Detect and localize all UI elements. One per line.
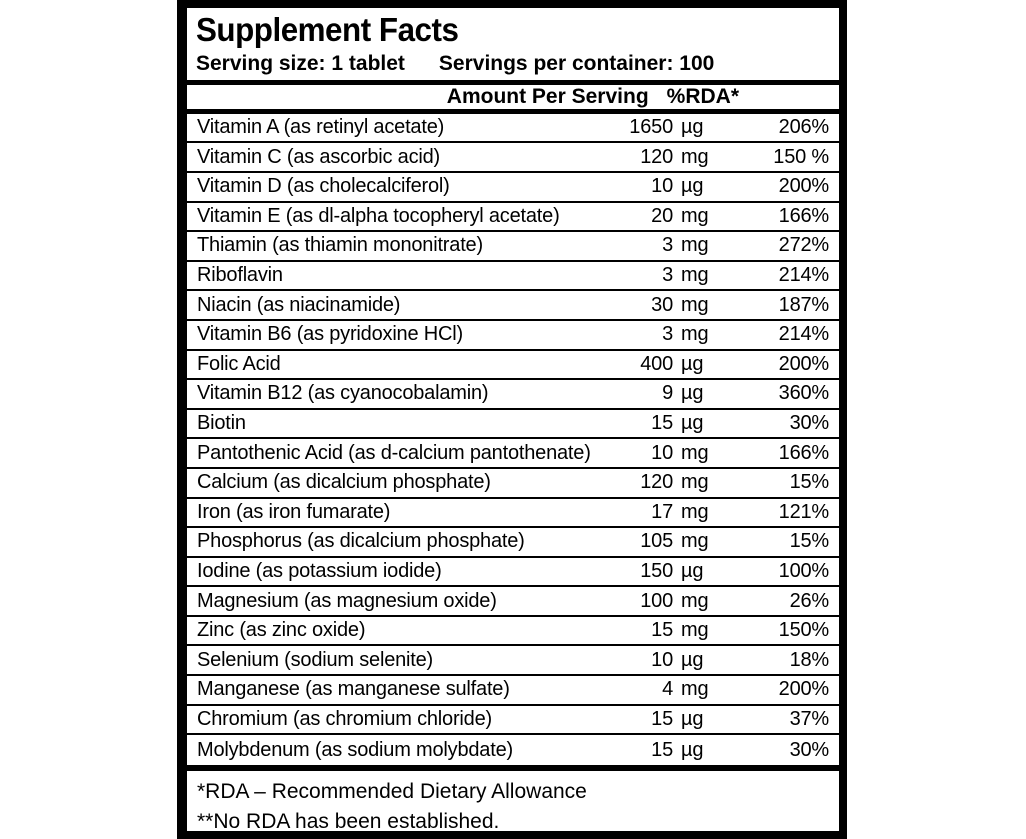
nutrient-amount: 20: [651, 204, 673, 227]
table-row: [187, 203, 839, 233]
nutrient-rda: 15%: [789, 471, 829, 494]
label-title: Supplement Facts: [196, 11, 459, 48]
nutrient-name: Magnesium (as magnesium oxide): [197, 589, 497, 612]
nutrient-amount: 15: [651, 707, 673, 730]
nutrient-amount: 9: [662, 382, 673, 405]
nutrient-unit: mg: [681, 471, 709, 494]
nutrient-name: Thiamin (as thiamin mononitrate): [197, 234, 483, 257]
table-row: [187, 410, 839, 440]
nutrient-unit: µg: [681, 382, 704, 405]
table-row: [187, 617, 839, 647]
nutrient-rda: 166%: [778, 204, 829, 227]
nutrient-name: Riboflavin: [197, 264, 283, 287]
nutrient-amount: 30: [651, 293, 673, 316]
table-row: [187, 114, 839, 144]
serving-size-text: Serving size: 1 tablet: [196, 51, 405, 75]
nutrient-amount: 400: [640, 352, 673, 375]
column-header-amount: Amount Per Serving: [446, 84, 649, 108]
nutrient-amount: 3: [662, 323, 673, 346]
supplement-facts-label: [177, 0, 847, 839]
nutrient-amount: 17: [651, 500, 673, 523]
nutrient-name: Zinc (as zinc oxide): [197, 619, 366, 642]
nutrient-rda: 15%: [789, 530, 829, 553]
nutrient-unit: mg: [681, 678, 709, 701]
nutrient-unit: mg: [681, 293, 709, 316]
nutrient-amount: 3: [662, 234, 673, 257]
nutrient-name: Iron (as iron fumarate): [197, 500, 391, 523]
table-row: [187, 380, 839, 410]
nutrient-amount: 10: [651, 441, 673, 464]
table-row: [187, 528, 839, 558]
nutrient-unit: mg: [681, 234, 709, 257]
nutrient-unit: µg: [681, 648, 704, 671]
table-row: [187, 469, 839, 499]
nutrient-amount: 10: [651, 648, 673, 671]
nutrient-name: Vitamin C (as ascorbic acid): [197, 145, 441, 168]
nutrient-rda: 37%: [789, 707, 829, 730]
nutrient-amount: 120: [640, 471, 673, 494]
table-row: [187, 321, 839, 351]
nutrient-unit: mg: [681, 323, 709, 346]
nutrient-name: Manganese (as manganese sulfate): [197, 678, 510, 701]
nutrient-amount: 120: [640, 145, 673, 168]
table-row: [187, 735, 839, 765]
table-row: [187, 706, 839, 736]
table-row: [187, 143, 839, 173]
nutrient-table: [187, 114, 839, 765]
table-row: [187, 646, 839, 676]
nutrient-unit: µg: [681, 559, 704, 582]
nutrient-amount: 15: [651, 412, 673, 435]
nutrient-amount: 4: [662, 678, 673, 701]
nutrient-amount: 3: [662, 264, 673, 287]
table-row: [187, 232, 839, 262]
nutrient-name: Folic Acid: [197, 352, 281, 375]
nutrient-rda: 200%: [778, 175, 829, 198]
column-header-row: [187, 85, 839, 109]
table-row: [187, 291, 839, 321]
nutrient-name: Vitamin D (as cholecalciferol): [197, 175, 450, 198]
nutrient-unit: µg: [681, 352, 704, 375]
nutrient-amount: 105: [640, 530, 673, 553]
nutrient-name: Selenium (sodium selenite): [197, 648, 434, 671]
nutrient-unit: mg: [681, 441, 709, 464]
nutrient-name: Vitamin E (as dl-alpha tocopheryl acetate): [197, 204, 560, 227]
nutrient-rda: 100%: [778, 559, 829, 582]
footnotes-section: [187, 765, 839, 839]
nutrient-name: Molybdenum (as sodium molybdate): [197, 738, 513, 761]
nutrient-amount: 10: [651, 175, 673, 198]
nutrient-unit: mg: [681, 145, 709, 168]
nutrient-rda: 214%: [778, 264, 829, 287]
table-row: [187, 558, 839, 588]
serving-line: [196, 51, 831, 76]
nutrient-name: Vitamin B6 (as pyridoxine HCl): [197, 323, 463, 346]
nutrient-rda: 166%: [778, 441, 829, 464]
nutrient-unit: µg: [681, 707, 704, 730]
table-row: [187, 351, 839, 381]
nutrient-name: Niacin (as niacinamide): [197, 293, 401, 316]
column-header-rda: %RDA*: [666, 84, 739, 108]
nutrient-name: Vitamin B12 (as cyanocobalamin): [197, 382, 489, 405]
table-row: [187, 439, 839, 469]
nutrient-name: Biotin: [197, 412, 246, 435]
nutrient-unit: mg: [681, 589, 709, 612]
nutrient-amount: 15: [651, 619, 673, 642]
label-header: [187, 8, 839, 80]
nutrient-rda: 272%: [778, 234, 829, 257]
servings-per-container-text: Servings per container: 100: [438, 51, 715, 75]
table-row: [187, 587, 839, 617]
nutrient-rda: 206%: [778, 116, 829, 139]
nutrient-amount: 100: [640, 589, 673, 612]
nutrient-name: Calcium (as dicalcium phosphate): [197, 471, 491, 494]
nutrient-name: Chromium (as chromium chloride): [197, 707, 492, 730]
nutrient-rda: 30%: [789, 412, 829, 435]
nutrient-unit: µg: [681, 738, 704, 761]
table-row: [187, 676, 839, 706]
table-row: [187, 173, 839, 203]
nutrient-rda: 214%: [778, 323, 829, 346]
nutrient-unit: µg: [681, 116, 704, 139]
nutrient-unit: mg: [681, 619, 709, 642]
nutrient-unit: µg: [681, 175, 704, 198]
nutrient-rda: 150 %: [773, 145, 829, 168]
nutrient-name: Vitamin A (as retinyl acetate): [197, 116, 445, 139]
nutrient-rda: 200%: [778, 352, 829, 375]
nutrient-unit: mg: [681, 264, 709, 287]
nutrient-rda: 360%: [778, 382, 829, 405]
nutrient-name: Pantothenic Acid (as d-calcium pantothenate): [197, 441, 591, 464]
footnote-no-rda: **No RDA has been established.: [197, 809, 500, 833]
nutrient-rda: 30%: [789, 738, 829, 761]
nutrient-rda: 121%: [778, 500, 829, 523]
nutrient-rda: 26%: [789, 589, 829, 612]
table-row: [187, 499, 839, 529]
nutrient-rda: 150%: [778, 619, 829, 642]
footnote-rda: *RDA – Recommended Dietary Allowance: [197, 779, 587, 803]
nutrient-name: Phosphorus (as dicalcium phosphate): [197, 530, 525, 553]
table-row: [187, 262, 839, 292]
nutrient-unit: mg: [681, 530, 709, 553]
nutrient-unit: mg: [681, 204, 709, 227]
nutrient-rda: 18%: [789, 648, 829, 671]
nutrient-amount: 150: [640, 559, 673, 582]
nutrient-rda: 200%: [778, 678, 829, 701]
nutrient-name: Iodine (as potassium iodide): [197, 559, 442, 582]
nutrient-amount: 15: [651, 738, 673, 761]
nutrient-amount: 1650: [629, 116, 673, 139]
nutrient-unit: mg: [681, 500, 709, 523]
nutrient-unit: µg: [681, 412, 704, 435]
nutrient-rda: 187%: [778, 293, 829, 316]
